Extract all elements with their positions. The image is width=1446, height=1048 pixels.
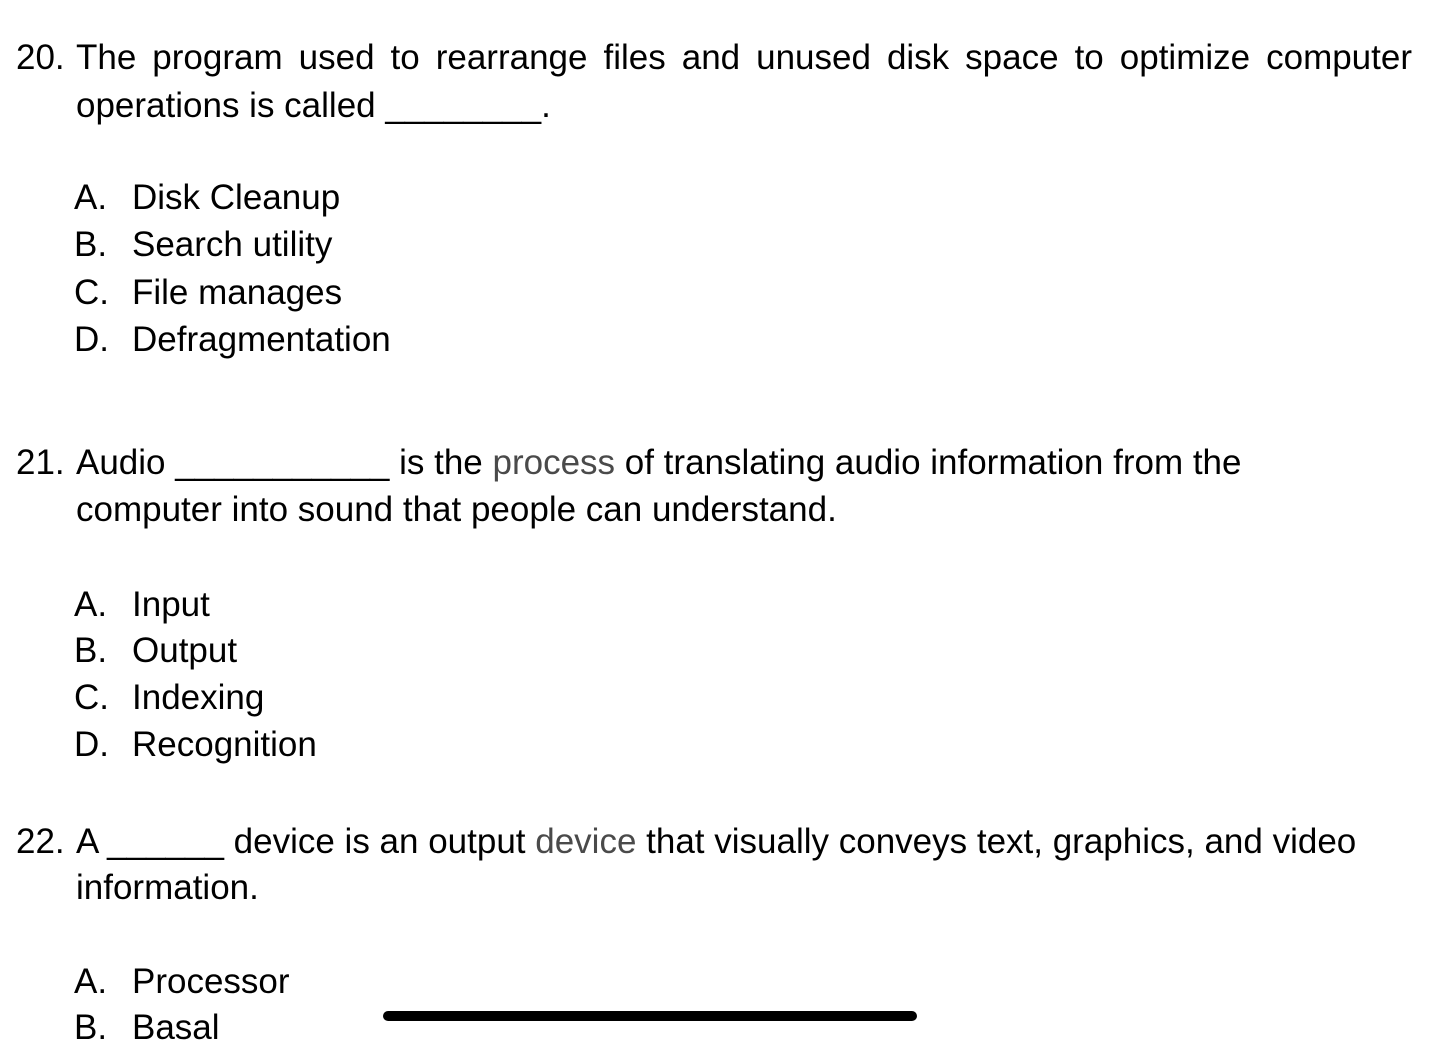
- option-text: Output: [132, 631, 238, 670]
- answer-blank: ___________: [175, 443, 390, 482]
- option-text: Input: [132, 585, 210, 624]
- option-letter: D.: [74, 725, 109, 764]
- option-letter: D.: [74, 320, 109, 359]
- question-text: .: [541, 86, 551, 125]
- question-text-row: [76, 822, 1356, 862]
- home-indicator-bar[interactable]: [383, 1011, 917, 1021]
- question-20-line-2: [76, 86, 551, 126]
- question-number: 20.: [16, 38, 65, 77]
- question-number: 21.: [16, 443, 65, 482]
- question-text: computer into sound that people can understand.: [76, 490, 837, 529]
- option-letter: B.: [74, 1008, 108, 1047]
- option-b[interactable]: [74, 1008, 220, 1048]
- option-letter: A.: [74, 962, 108, 1001]
- option-text: Basal: [132, 1008, 220, 1047]
- question-21-line-2: [76, 490, 837, 530]
- question-text: of translating audio information from the: [615, 443, 1242, 482]
- option-text: Defragmentation: [132, 320, 391, 359]
- question-text: is the: [389, 443, 493, 482]
- option-letter: C.: [74, 678, 109, 717]
- option-letter: B.: [74, 631, 108, 670]
- option-c[interactable]: [74, 678, 264, 718]
- option-d[interactable]: [74, 725, 317, 765]
- question-text: that visually conveys text, graphics, and video: [636, 822, 1357, 861]
- question-text: Audio: [76, 443, 176, 482]
- option-text: Recognition: [132, 725, 317, 764]
- question-number: 22.: [16, 822, 65, 861]
- option-letter: A.: [74, 178, 108, 217]
- option-text: Processor: [132, 962, 290, 1001]
- option-b[interactable]: [74, 631, 237, 671]
- question-text: The program used to rearrange files and unused disk space to optimize computer: [76, 38, 1412, 77]
- option-letter: B.: [74, 225, 108, 264]
- option-c[interactable]: [74, 273, 342, 313]
- option-letter: C.: [74, 273, 109, 312]
- question-22-line-2: [76, 868, 259, 908]
- question-text-grey: process: [492, 443, 616, 482]
- question-text-row: [76, 443, 1242, 483]
- question-text: information.: [76, 868, 259, 907]
- answer-blank: ______: [107, 822, 224, 861]
- question-text: A: [76, 822, 108, 861]
- option-text: Disk Cleanup: [132, 178, 341, 217]
- option-a[interactable]: [74, 962, 290, 1002]
- option-d[interactable]: [74, 320, 391, 360]
- option-letter: A.: [74, 585, 108, 624]
- answer-blank: ________: [385, 86, 542, 125]
- question-text: operations is called: [76, 86, 386, 125]
- option-text: Search utility: [132, 225, 333, 264]
- option-text: Indexing: [132, 678, 265, 717]
- option-text: File manages: [132, 273, 343, 312]
- option-b[interactable]: [74, 225, 332, 265]
- option-a[interactable]: [74, 178, 340, 218]
- question-text-grey: device: [535, 822, 637, 861]
- question-text: device is an output: [223, 822, 536, 861]
- option-a[interactable]: [74, 585, 210, 625]
